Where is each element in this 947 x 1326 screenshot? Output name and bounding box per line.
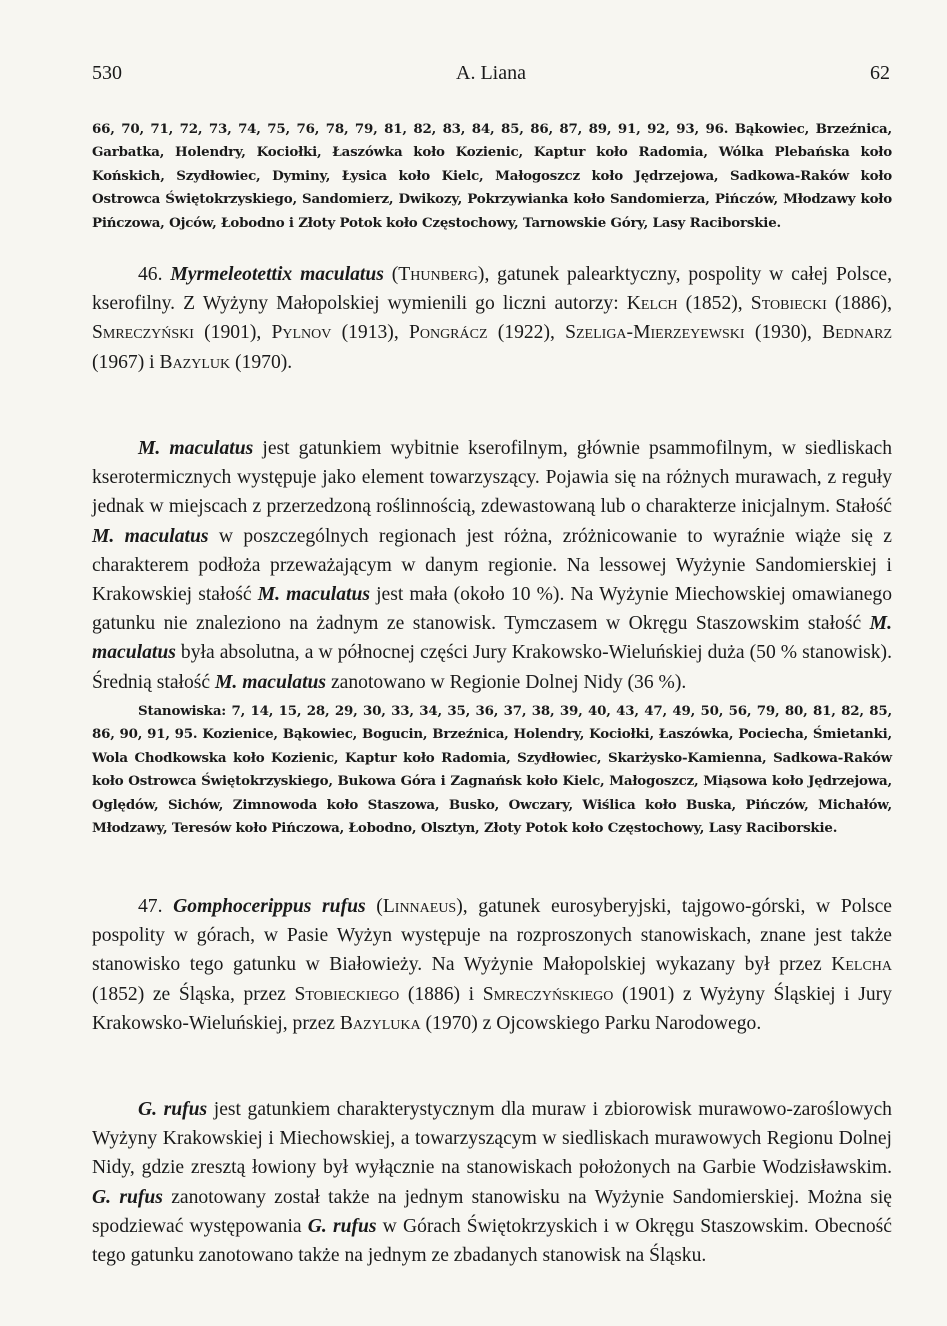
- species-abbr: M. maculatus: [138, 438, 254, 459]
- citation-year: (1852),: [685, 293, 743, 315]
- species-ecology-47: [92, 1095, 892, 1270]
- entry-text: ), gatunek palearktyczny, pospolity w całej Polsce, kserofilny. Z Wyżyny Małopolskiej wymienili go liczni autorzy:: [92, 264, 893, 315]
- citation-text: (1901) z Wyżyny Śląskiej i Jury Krakowsko-Wieluńskiej, przez: [92, 983, 892, 1034]
- cited-author: Smreczyński: [92, 322, 194, 344]
- cited-author: Stobiecki: [750, 293, 827, 315]
- species-author: Thunberg: [398, 264, 478, 285]
- species-entry-47: [92, 892, 892, 1038]
- ecology-text: była absolutna, a w północnej części Jury Krakowsko-Wieluńskiej duża (50 % stanowisk). Średnią stałość: [92, 642, 892, 693]
- species-abbr: M. maculatus: [257, 584, 370, 606]
- species-abbr: G. rufus: [138, 1099, 208, 1120]
- cited-author: Bazyluka: [339, 1012, 421, 1034]
- citation-year: (1913),: [341, 322, 399, 344]
- cited-author: Bednarz: [822, 322, 893, 344]
- cited-author: Kelch: [626, 293, 678, 315]
- ecology-text: zanotowano w Regionie Dolnej Nidy (36 %).: [330, 671, 687, 693]
- paren-open: (: [376, 896, 383, 917]
- cited-author: Stobieckiego: [294, 983, 400, 1005]
- cited-author: Szeliga-Mierzeyewski: [565, 322, 745, 344]
- section-number: 62: [870, 62, 890, 84]
- cited-author: Pylnov: [271, 322, 332, 344]
- cited-author: Pongrácz: [408, 322, 488, 344]
- ecology-text: jest gatunkiem wybitnie kserofilnym, głównie psammofilnym, w siedliskach kserotermicznych występuje jako element towarzyszący. Pojawia się na różnych murawach, z reguły jednak w miejscach z przerzedzoną roślinnością, zdewastowaną lub o charakterze inicjalnym. Stałość: [92, 438, 893, 518]
- species-abbr: M. maculatus: [215, 671, 327, 693]
- localities-text: 66, 70, 71, 72, 73, 74, 75, 76, 78, 79, 81, 82, 83, 84, 85, 86, 87, 89, 91, 92, 93, 96. Bąkowiec, Brzeźnica, Garbatka, Holendry, Kociołki, Łaszówka koło Kozienic, Kaptur koło Radomia, Wólka Plebańska koło Końskich, Szydłowiec, Dyminy, Łysica koło Kielc, Małogoszcz koło Jędrzejowa, Sadkowa-Raków koło Ostrowca Świętokrzyskiego, Sandomierz, Dwikozy, Pokrzywianka koło Sandomierza, Pińczów, Młodzawy koło Pińczowa, Ojców, Łobodno i Złoty Potok koło Częstochowy, Tarnowskie Góry, Lasy Raciborskie.: [92, 121, 892, 231]
- citation-year: (1967) i: [92, 351, 155, 373]
- citation-year: (1930),: [754, 322, 812, 344]
- species-abbr: G. rufus: [307, 1215, 377, 1237]
- ecology-text: w Górach Świętokrzyskich i w Okręgu Staszowskim. Obecność tego gatunku zanotowano także na jednym ze zbadanych stanowisk na Śląsku.: [92, 1215, 892, 1267]
- cited-author: Smreczyńskiego: [482, 983, 614, 1005]
- running-header: [92, 62, 890, 92]
- species-name: Myrmeleotettix maculatus: [170, 264, 384, 285]
- citation-year: (1922),: [497, 322, 555, 344]
- citation-year: (1970).: [235, 351, 293, 373]
- cited-author: Bazyluk: [159, 351, 231, 373]
- entry-text: ), gatunek eurosyberyjski, tajgowo-górski, w Polsce pospolity w górach, w Pasie Wyżyn występuje na rozproszonych stanowiskach, znane jest także stanowisko tego gatunku w Białowieży. Na Wyżynie Małopolskiej wykazany był przez: [92, 896, 892, 976]
- citation-text: (1852) ze Śląska, przez: [92, 983, 286, 1005]
- localities-list-46: [92, 700, 892, 840]
- localities-text: Stanowiska: 7, 14, 15, 28, 29, 30, 33, 34, 35, 36, 37, 38, 39, 40, 43, 47, 49, 50, 56, 79, 80, 81, 82, 85, 86, 90, 91, 95. Kozienice, Bąkowiec, Bogucin, Brzeźnica, Holendry, Kociołki, Łaszówka, Pociecha, Śmietanki, Wola Chodkowska koło Kozienic, Kaptur koło Radomia, Szydłowiec, Skarżysko-Kamienna, Sadkowa-Raków koło Ostrowca Świętokrzyskiego, Bukowa Góra i Zagnańsk koło Kielc, Małogoszcz, Miąsowa koło Jędrzejowa, Oględów, Sichów, Zimnowoda koło Staszowa, Busko, Owczary, Wiślica koło Buska, Pińczów, Michałów, Młodzawy, Teresów koło Pińczowa, Łobodno, Olsztyn, Złoty Potok koło Częstochowy, Lasy Raciborskie.: [92, 703, 892, 837]
- species-abbr: M. maculatus: [92, 613, 892, 664]
- paren-open: (: [391, 264, 399, 285]
- ecology-text: jest gatunkiem charakterystycznym dla muraw i zbiorowisk murawowo-zaroślowych Wyżyny Krakowskiej i Miechowskiej, a towarzyszącym w siedliskach murawowych Regionu Dolnej Nidy, gdzie zresztą łowiony był wyłącznie na stanowiskach położonych na Garbie Wodzisławskim.: [92, 1099, 892, 1179]
- species-author: Linnaeus: [382, 896, 457, 917]
- citation-text: (1886) i: [407, 983, 475, 1005]
- species-abbr: M. maculatus: [92, 525, 209, 547]
- ecology-text: zanotowany został także na jednym stanowisku na Wyżynie Sandomierskiej. Można się spodziewać występowania: [92, 1186, 892, 1237]
- species-ecology-46: [92, 434, 892, 697]
- citation-year: (1901),: [204, 322, 262, 344]
- species-entry-46: [92, 260, 892, 377]
- cited-author: Kelcha: [831, 954, 892, 976]
- species-number: 47.: [138, 896, 163, 917]
- ecology-text: w poszczególnych regionach jest różna, zróżnicowanie to wyraźnie wiąże się z charakterem podłoża przeważającym w danym regionie. Na lessowej Wyżynie Sandomierskiej i Krakowskiej stałość: [92, 525, 892, 606]
- species-name: Gomphocerippus rufus: [173, 896, 366, 917]
- species-number: 46.: [138, 264, 163, 285]
- citation-year: (1886),: [834, 293, 892, 315]
- species-abbr: G. rufus: [92, 1186, 163, 1208]
- ecology-text: jest mała (około 10 %). Na Wyżynie Miechowskiej omawianego gatunku nie znaleziono na żadnym ze stanowisk. Tymczasem w Okręgu Staszowskim stałość: [92, 584, 892, 635]
- citation-text: (1970) z Ojcowskiego Parku Narodowego.: [425, 1012, 762, 1034]
- localities-list-45: [92, 118, 892, 235]
- page-number: 530: [92, 62, 122, 84]
- running-author: A. Liana: [456, 62, 526, 84]
